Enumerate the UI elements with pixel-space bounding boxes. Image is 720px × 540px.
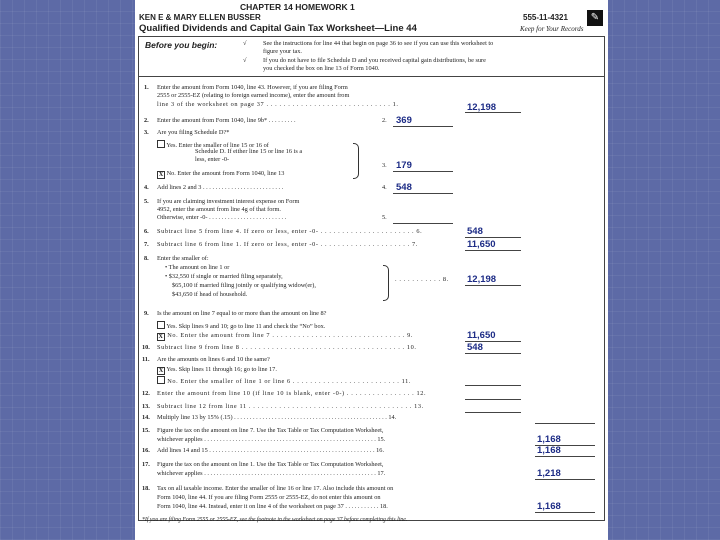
line-10-text: Subtract line 9 from line 8 . . . . . . . . . . . . . . . . . . . . . . . . . . . . . . . . . . . . . . 10. [157, 344, 417, 351]
line-5-text-b: 4952, enter the amount from line 4g of that form. [157, 206, 281, 213]
line-8-number: 8. [144, 255, 149, 262]
line-18-number: 18. [142, 485, 150, 492]
line-16-number: 16. [142, 447, 150, 454]
line-5-ref: 5. [382, 214, 387, 221]
line-11-no-checkbox[interactable] [157, 376, 165, 384]
line-4-number: 4. [144, 184, 149, 191]
before-text-1a: See the instructions for line 44 that begin on page 36 to see if you can use this worksheet to [263, 40, 494, 47]
line-11-yes [157, 366, 277, 375]
line-11-number: 11. [142, 356, 150, 363]
line-9-no-label: No. Enter the amount from line 7 . . . . . . . . . . . . . . . . . . . . . . . . . . . . . . . 9. [167, 332, 414, 339]
line-18-value[interactable]: 1,168 [537, 501, 561, 512]
line-2-ref: 2. [382, 117, 387, 124]
line-3-yes-2: Schedule D. If either line 15 or line 16 is a [195, 148, 303, 155]
line-9-no [157, 332, 413, 341]
line-9-number: 9. [144, 310, 149, 317]
line-16-field [535, 456, 595, 457]
pencil-note-icon: ✎ [587, 10, 603, 26]
line-5-text-c: Otherwise, enter -0- . . . . . . . . . . . . . . . . . . . . . . . . . [157, 214, 287, 221]
line-6-value[interactable]: 548 [467, 226, 483, 237]
line-17-number: 17. [142, 461, 150, 468]
line-10-field [465, 353, 521, 354]
before-text-2b: you checked the box on line 13 of Form 1040. [263, 65, 380, 72]
line-1-text-a: Enter the amount from Form 1040, line 43. However, if you are filing Form [157, 84, 348, 91]
line-3-value[interactable]: 179 [396, 160, 412, 171]
line-7-value[interactable]: 11,650 [467, 239, 496, 250]
chapter-title: CHAPTER 14 HOMEWORK 1 [240, 2, 355, 12]
line-9-value[interactable]: 11,650 [467, 330, 496, 341]
line-12-text: Enter the amount from line 10 (if line 10 is blank, enter -0-) . . . . . . . . . . . . . . . . 12. [157, 390, 427, 397]
line-1-text-c: line 3 of the worksheet on page 37 . . . . . . . . . . . . . . . . . . . . . . . . . . . . . 1. [157, 101, 399, 108]
line-9-text: Is the amount on line 7 equal to or more than the amount on line 8? [157, 310, 327, 317]
line-4-text: Add lines 2 and 3 . . . . . . . . . . . . . . . . . . . . . . . . . . [157, 184, 284, 191]
line-1-value[interactable]: 12,198 [467, 102, 497, 113]
line-3-yes-checkbox[interactable] [157, 140, 165, 148]
line-17-value[interactable]: 1,218 [537, 468, 561, 479]
line-17-field [535, 479, 595, 480]
line-5-number: 5. [144, 198, 149, 205]
line-3-brace [353, 143, 359, 179]
line-3-yes-3: less, enter -0- [195, 156, 230, 163]
line-14-text: Multiply line 13 by 15% (.15) . . . . . . . . . . . . . . . . . . . . . . . . . . . . . . . . . . . . . . . . . . . . . . . . . 14. [157, 414, 397, 421]
line-3-no-checkbox[interactable]: X [158, 172, 164, 178]
check-mark-icon: √ [243, 57, 247, 64]
line-8-value[interactable]: 12,198 [467, 274, 497, 285]
line-8-text-d: $65,100 if married filing jointly or qualifying widow(er), [172, 282, 316, 289]
line-7-number: 7. [144, 241, 149, 248]
line-17-text-b: whichever applies . . . . . . . . . . . . . . . . . . . . . . . . . . . . . . . . . . . . . . . . . . . . . . . . . . . . . . . 17. [157, 470, 386, 477]
line-3-no-label: No. Enter the amount from Form 1040, line 13 [166, 170, 285, 177]
line-15-value[interactable]: 1,168 [537, 434, 561, 445]
line-15-text-a: Figure the tax on the amount on line 7. Use the Tax Table or Tax Computation Worksheet, [157, 427, 384, 434]
line-18-text-c: Form 1040, line 44. Instead, enter it on line 4 of the worksheet on page 37 . . . . . . . . . . . 18. [157, 503, 388, 510]
line-14-field [535, 423, 595, 424]
line-3-no [157, 170, 284, 179]
line-8-text-e: $43,650 if head of household. [172, 291, 248, 298]
line-3-number: 3. [144, 129, 149, 136]
line-11-no-label: No. Enter the smaller of line 1 or line 6 . . . . . . . . . . . . . . . . . . . . . . . . . 11. [167, 378, 412, 385]
line-13-field [465, 412, 521, 413]
line-4-field [393, 193, 453, 194]
line-8-text-a: Enter the smaller of: [157, 255, 209, 262]
line-10-number: 10. [142, 344, 150, 351]
line-6-field [465, 237, 521, 238]
line-3-yes-label: Yes. Enter the smaller of line 15 or 16 of [166, 142, 269, 149]
line-13-number: 13. [142, 403, 150, 410]
before-label: Before you begin: [145, 40, 218, 50]
line-18-field [535, 512, 595, 513]
line-12-field [465, 399, 521, 400]
line-11-text: Are the amounts on lines 6 and 10 the same? [157, 356, 270, 363]
before-text-2a: If you do not have to file Schedule D and you received capital gain distributions, be sure [263, 57, 486, 64]
line-11-yes-label: Yes. Skip lines 11 through 16; go to line 17. [166, 366, 277, 373]
line-3-ref: 3. [382, 162, 387, 169]
line-11-yes-checkbox[interactable]: X [158, 368, 164, 374]
line-1-text-b: 2555 or 2555-EZ (relating to foreign earned income), enter the amount from [157, 92, 350, 99]
line-3-field [393, 171, 453, 172]
line-18-text-a: Tax on all taxable income. Enter the smaller of line 16 or line 17. Also include this amount on [157, 485, 394, 492]
line-8-text-b: • The amount on line 1 or [165, 264, 230, 271]
worksheet-page [135, 0, 608, 540]
line-7-field [465, 250, 521, 251]
line-4-ref: 4. [382, 184, 387, 191]
line-5-field [393, 223, 453, 224]
line-3-text: Are you filing Schedule D?* [157, 129, 230, 136]
line-6-number: 6. [144, 228, 149, 235]
line-8-ref: . . . . . . . . . . . 8. [395, 276, 449, 283]
line-13-text: Subtract line 12 from line 11 . . . . . . . . . . . . . . . . . . . . . . . . . . . . . . . . . . . . . . 13. [157, 403, 424, 410]
line-6-text: Subtract line 5 from line 4. If zero or less, enter -0- . . . . . . . . . . . . . . . . . . . . . . 6. [157, 228, 423, 235]
line-4-value[interactable]: 548 [396, 182, 412, 193]
line-8-text-c: • $32,550 if single or married filing separately, [165, 273, 283, 280]
divider [138, 76, 605, 77]
before-text-1b: figure your tax. [263, 48, 302, 55]
line-11-field [465, 385, 521, 386]
keep-records: Keep for Your Records [520, 25, 584, 33]
ssn: 555-11-4321 [523, 13, 568, 22]
worksheet-title: Qualified Dividends and Capital Gain Tax Worksheet—Line 44 [139, 23, 417, 34]
line-18-text-b: Form 1040, line 44. If you are filing Form 2555 or 2555-EZ, do not enter this amount on [157, 494, 381, 501]
line-5-text-a: If you are claiming investment interest expense on Form [157, 198, 300, 205]
line-2-field [393, 126, 453, 127]
line-2-value[interactable]: 369 [396, 115, 412, 126]
line-11-no [157, 376, 411, 386]
line-16-value[interactable]: 1,168 [537, 445, 561, 456]
line-2-number: 2. [144, 117, 149, 124]
footnote: *If you are filing Form 2555 or 2555-EZ, see the footnote in the worksheet on page 37 before completing this line. [142, 517, 408, 523]
line-9-no-checkbox[interactable]: X [158, 334, 164, 340]
line-8-brace [383, 265, 389, 301]
line-7-text: Subtract line 6 from line 1. If zero or less, enter -0- . . . . . . . . . . . . . . . . . . . . . 7. [157, 241, 418, 248]
line-15-text-b: whichever applies . . . . . . . . . . . . . . . . . . . . . . . . . . . . . . . . . . . . . . . . . . . . . . . . . . . . . . . 15. [157, 436, 386, 443]
taxpayer-names: KEN E & MARY ELLEN BUSSER [139, 13, 261, 22]
line-10-value[interactable]: 548 [467, 342, 483, 353]
line-9-yes-checkbox[interactable] [157, 321, 165, 329]
line-2-text: Enter the amount from Form 1040, line 9b* . . . . . . . . . [157, 117, 296, 124]
line-17-text-a: Figure the tax on the amount on line 1. Use the Tax Table or Tax Computation Worksheet, [157, 461, 384, 468]
line-9-yes [157, 321, 325, 331]
line-8-field [465, 285, 521, 286]
line-1-number: 1. [144, 84, 149, 91]
line-9-yes-label: Yes. Skip lines 9 and 10; go to line 11 and check the “No” box. [166, 323, 326, 330]
line-15-number: 15. [142, 427, 150, 434]
line-16-text: Add lines 14 and 15 . . . . . . . . . . . . . . . . . . . . . . . . . . . . . . . . . . . . . . . . . . . . . . . . . . . . . 16. [157, 447, 385, 454]
line-14-number: 14. [142, 414, 150, 421]
check-mark-icon: √ [243, 40, 247, 47]
line-12-number: 12. [142, 390, 150, 397]
